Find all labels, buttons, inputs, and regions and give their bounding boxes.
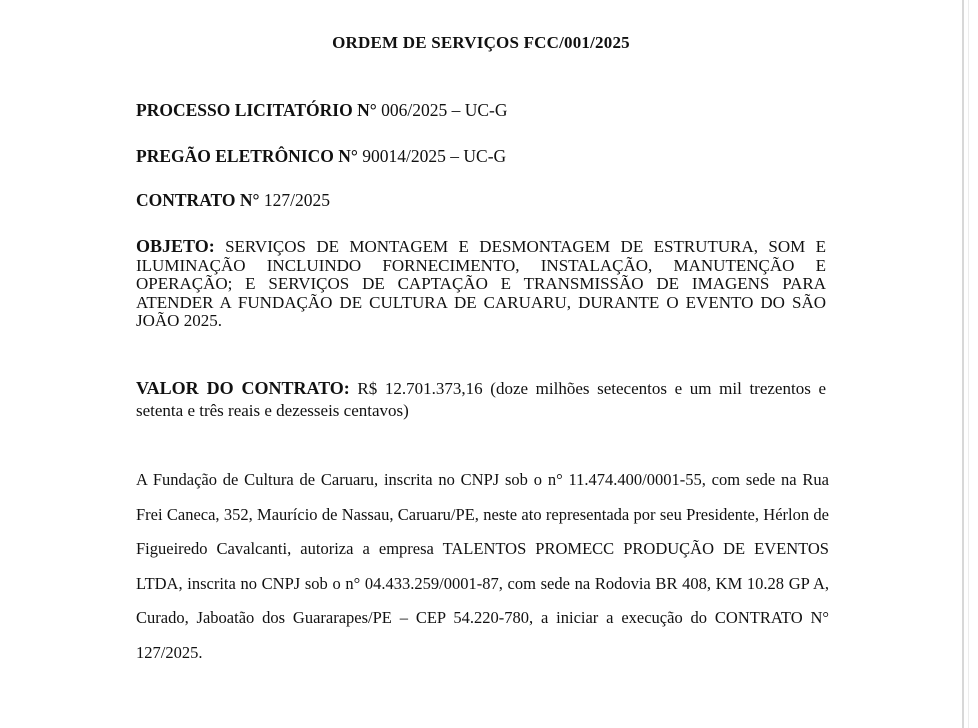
objeto-label: OBJETO: (136, 236, 215, 256)
valor-paragraph (136, 377, 826, 422)
page-edge-line-secondary (968, 0, 969, 728)
objeto-text: SERVIÇOS DE MONTAGEM E DESMONTAGEM DE ESTRUTURA, SOM E ILUMINAÇÃO INCLUINDO FORNECIMENTO, INSTALAÇÃO, MANUTENÇÃO E OPERAÇÃO; E SERVIÇOS DE CAPTAÇÃO E TRANSMISSÃO DE IMAGENS PARA ATENDER A FUNDAÇÃO DE CULTURA DE CARUARU, DURANTE O EVENTO DO SÃO JOÃO 2025. (136, 237, 826, 331)
pregao-label: PREGÃO ELETRÔNICO N° (136, 146, 358, 166)
contrato-value: 127/2025 (259, 190, 331, 210)
contrato-label: CONTRATO N° (136, 190, 260, 210)
processo-line (136, 100, 507, 121)
pregao-value: 90014/2025 – UC-G (357, 146, 507, 166)
processo-label: PROCESSO LICITATÓRIO N° (136, 100, 377, 120)
contrato-line (136, 190, 330, 211)
page-edge-line (962, 0, 964, 728)
document-title: ORDEM DE SERVIÇOS FCC/001/2025 (332, 33, 630, 52)
processo-value: 006/2025 – UC-G (376, 100, 508, 120)
valor-text: R$ 12.701.373,16 (doze milhões setecentos e um mil trezentos e setenta e três reais e dezesseis centavos) (136, 379, 826, 420)
valor-label: VALOR DO CONTRATO: (136, 378, 350, 398)
authorization-paragraph: A Fundação de Cultura de Caruaru, inscrita no CNPJ sob o n° 11.474.400/0001-55, com sede na Rua Frei Caneca, 352, Maurício de Nassau, Caruaru/PE, neste ato representada por seu Presidente, Hérlon de Figueiredo Cavalcanti, autoriza a empresa TALENTOS PROMECC PRODUÇÃO DE EVENTOS LTDA, inscrita no CNPJ sob o n° 04.433.259/0001-87, com sede na Rodovia BR 408, KM 10.28 GP A, Curado, Jaboatão dos Guararapes/PE – CEP 54.220-780, a iniciar a execução do CONTRATO N° 127/2025. (136, 470, 829, 662)
objeto-paragraph (136, 237, 826, 331)
pregao-line (136, 146, 506, 167)
